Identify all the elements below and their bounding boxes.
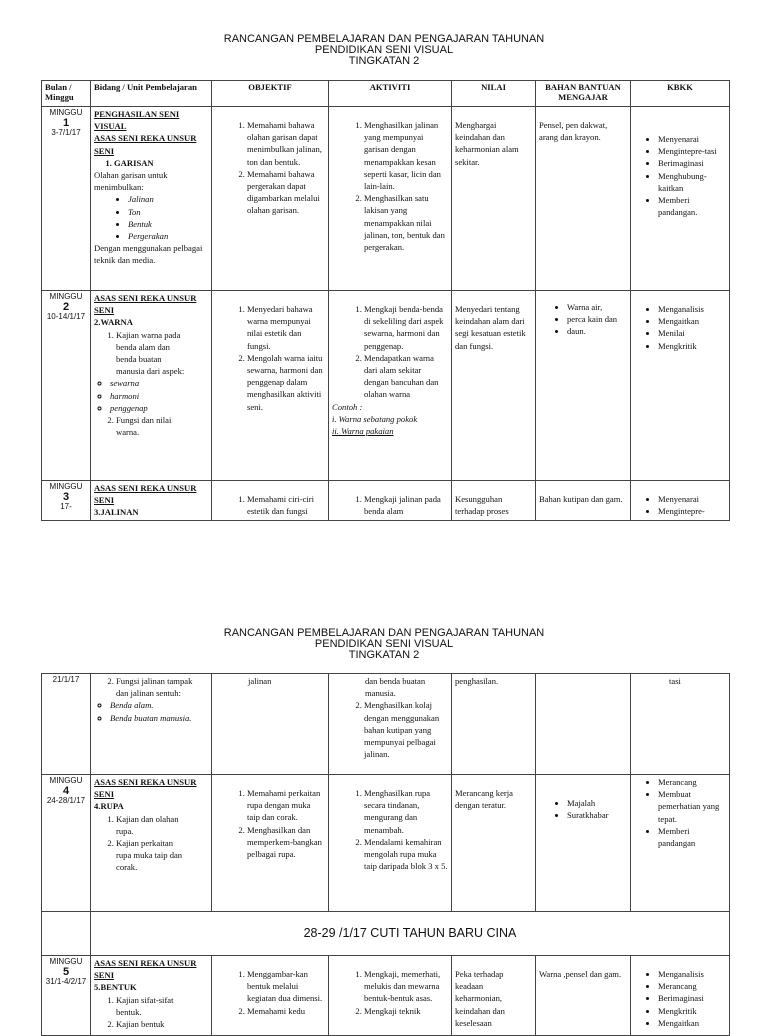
- week2-list: [94, 329, 208, 439]
- week3-cont-aktiviti: [329, 674, 452, 775]
- week1-cell: [42, 107, 91, 291]
- list-item: • Mengintepre-tasi: [658, 145, 726, 157]
- header-row: [42, 81, 730, 107]
- week4-cell: [42, 775, 91, 912]
- week2-objektif: [212, 291, 329, 481]
- list-item: 2. Menghasilkan kolaj dengan menggunakan bahan kutipan yang mempunyai pelbagai jalinan.: [364, 699, 448, 760]
- list-item: ◦ Benda alam.: [110, 699, 194, 711]
- list-item: • Merancang: [658, 980, 726, 992]
- week1-akt-list: [332, 119, 448, 253]
- week5-list: [94, 994, 208, 1031]
- week5-kbkk-list: [634, 968, 726, 1029]
- col-aktiviti: AKTIVITI: [329, 81, 452, 107]
- col-kbkk: KBKK: [631, 81, 730, 107]
- week3-bahan-text: Bahan kutipan dan gam.: [539, 494, 623, 504]
- week5-number: 5: [62, 966, 70, 978]
- page2-title-line3: TINGKATAN 2: [348, 649, 420, 661]
- week1-objektif: [212, 107, 329, 291]
- week2-bahan-list: [539, 301, 627, 338]
- list-item: ◦ Benda buatan manusia.: [110, 712, 194, 724]
- week4-akt-list: [332, 787, 448, 872]
- week5-obj-list: [215, 968, 325, 1017]
- list-item: 1. Memahami ciri-ciri estetik dan fungsi: [247, 493, 325, 517]
- week2-nilai: [452, 291, 536, 481]
- list-item: • Suratkhabar: [567, 809, 627, 821]
- page1-title-line1: RANCANGAN PEMBELAJARAN DAN PENGAJARAN TAHUNAN: [223, 33, 545, 45]
- week4-date: 24-28/1/17: [46, 796, 86, 805]
- week4-number: 4: [62, 785, 70, 797]
- week2-topic: 2.WARNA: [94, 317, 133, 328]
- week1-kbkk-list: [634, 133, 726, 218]
- list-item: 2. Fungsi dan nilai warna.: [116, 414, 208, 438]
- list-item: • Membuat pemerhatian yang tepat.: [658, 788, 726, 825]
- week4-bahan: [536, 775, 631, 912]
- week2-number: 2: [62, 301, 70, 313]
- week4-nilai-text: Merancang kerja dengan teratur.: [455, 788, 513, 811]
- week4-topic: 4.RUPA: [94, 801, 124, 812]
- list-item: • Mengkritik: [658, 1005, 726, 1017]
- week4-aktiviti: [329, 775, 452, 912]
- week2-contoh: Contoh :: [332, 401, 363, 412]
- list-item: 1. Memahami bahawa olahan garisan dapat menimbulkan jalinan, ton dan bentuk.: [247, 119, 325, 168]
- week4-minggu: MINGGU: [49, 776, 83, 785]
- week1-obj-list: [215, 119, 325, 217]
- list-item: 2. Memahami bahawa pergerakan dapat digambarkan melalui olahan garisan.: [247, 168, 325, 217]
- week3-cell: [42, 481, 91, 521]
- list-item: • Ton: [128, 206, 208, 218]
- list-item: • Mengaitkan: [658, 315, 726, 327]
- list-item: • Mengkritik: [658, 340, 726, 352]
- list-item: • perca kain dan: [567, 313, 627, 325]
- page2-title-line2: PENDIDIKAN SENI VISUAL: [314, 638, 454, 650]
- week1-aktiviti: [329, 107, 452, 291]
- table-row-week1: [42, 107, 730, 291]
- week2-akt-list: [332, 303, 448, 401]
- week3-topic: 3.JALINAN: [94, 507, 139, 518]
- week3-cont-obj: jalinan: [248, 676, 272, 686]
- list-item: 1. Mengkaji benda-benda di sekeliling dari aspek sewarna, harmoni dan penggenap.: [364, 303, 448, 352]
- week3-nilai-text: Kesungguhan terhadap proses: [455, 494, 509, 517]
- week3-cont-bahan: [536, 674, 631, 775]
- week2-kbkk: [631, 291, 730, 481]
- list-item: 1. Menghasilkan rupa secara tindanan, mengurang dan menambah.: [364, 787, 448, 836]
- list-item: • Menyenarai: [658, 493, 726, 505]
- table-row-week2: [42, 291, 730, 481]
- week1-bahan-text: Pensel, pen dakwat, arang dan krayon.: [539, 120, 608, 143]
- week3-aktiviti: [329, 481, 452, 521]
- list-item: 2. Menghasilkan satu lakisan yang menampakkan nilai jalinan, ton, bentuk dan pergerakan.: [364, 192, 448, 253]
- week3-kbkk: [631, 481, 730, 521]
- week2-minggu: MINGGU: [49, 292, 83, 301]
- week2-obj-list: [215, 303, 325, 413]
- week3-objektif: [212, 481, 329, 521]
- col-nilai: NILAI: [452, 81, 536, 107]
- list-item: • Menilai: [658, 327, 726, 339]
- list-item: • Merancang: [658, 776, 726, 788]
- list-item: • Menghubung-kaitkan: [658, 170, 726, 194]
- list-item: 2. Mengkaji teknik: [364, 1005, 448, 1017]
- col-bahan: BAHAN BANTUAN MENGAJAR: [536, 81, 631, 107]
- week2-contoh2: ii. Warna pakaian: [332, 426, 394, 437]
- week1-date: 3-7/1/17: [51, 128, 81, 137]
- list-item: 2. Mendalami kemahiran mengolah rupa muka taip daripada blok 3 x 5.: [364, 836, 448, 873]
- list-item: 2. Menghasilkan dan memperkem-bangkan pelbagai rupa.: [247, 824, 325, 861]
- week2-nilai-text: Menyedari tentang keindahan alam dari segi kesatuan estetik dan fungsi.: [455, 304, 526, 351]
- week3-cont-date: 21/1/17: [52, 675, 80, 684]
- list-item: • Memberi pandangan: [658, 825, 726, 849]
- week4-objektif: [212, 775, 329, 912]
- week3-cont-list: [94, 675, 208, 724]
- list-item: • Warna air,: [567, 301, 627, 313]
- week3-cont-kbkk-text: tasi: [669, 676, 681, 686]
- week5-date: 31/1-4/2/17: [45, 977, 87, 986]
- list-item: • Mengintepre-: [658, 505, 726, 517]
- week1-nilai-text: Menghargai keindahan dan keharmonian alam sekitar.: [455, 120, 519, 167]
- list-item: • Bentuk: [128, 218, 208, 230]
- week1-items: [94, 193, 208, 242]
- table-row-week3-cont: [42, 674, 730, 775]
- week1-intro: Olahan garisan untuk menimbulkan:: [94, 170, 168, 193]
- week3-nilai: [452, 481, 536, 521]
- week4-heading: ASAS SENI REKA UNSUR SENI: [94, 777, 197, 800]
- week4-obj-list: [215, 787, 325, 860]
- list-item: ◦ sewarna: [110, 377, 186, 389]
- week3-cont-objektif: [212, 674, 329, 775]
- week3-minggu: MINGGU: [49, 482, 83, 491]
- list-item: 1. Memahami perkaitan rupa dengan muka taip dan corak.: [247, 787, 325, 824]
- list-item: • Menyenarai: [658, 133, 726, 145]
- page2-table: [41, 673, 730, 1036]
- week3-akt-list: [332, 493, 448, 517]
- list-item: 1. Menyedari bahawa warna mempunyai nilai estetik dan fungsi.: [247, 303, 325, 352]
- list-item: 2. Kajian perkaitan rupa muka taip dan corak.: [116, 837, 208, 874]
- week5-heading: ASAS SENI REKA UNSUR SENI: [94, 958, 197, 981]
- week3-bahan: [536, 481, 631, 521]
- week2-bahan: [536, 291, 631, 481]
- list-item: [110, 329, 208, 414]
- list-item: 1. Menghasilkan jalinan yang mempunyai garisan dengan menampakkan kesan seperti kasar, licin dan lain-lain.: [364, 119, 448, 192]
- page1-table: [41, 80, 730, 521]
- week2-cell: [42, 291, 91, 481]
- list-item: 1. Kajian dan olahan rupa.: [116, 813, 208, 837]
- week1-kbkk: [631, 107, 730, 291]
- week3-cont-sub: [106, 699, 194, 723]
- list-item: • Berimaginasi: [658, 157, 726, 169]
- week3-cont-akt1: dan benda buatan manusia.: [365, 676, 426, 699]
- list-item: • Majalah: [567, 797, 627, 809]
- week3-bidang: [91, 481, 212, 521]
- week5-minggu: MINGGU: [49, 957, 83, 966]
- list-item: 2. Memahami kedu: [247, 1005, 325, 1017]
- table-row-week3: [42, 481, 730, 521]
- list-item: [110, 675, 208, 724]
- table-row-week4: [42, 775, 730, 912]
- week3-obj-list: [215, 493, 325, 517]
- list-item: • Menganalisis: [658, 303, 726, 315]
- list-item: • Pergerakan: [128, 230, 208, 242]
- week5-nilai-text: Peka terhadap keadaan keharmonian, keindahan dan keselesaan: [455, 969, 505, 1028]
- week3-cont-kbkk: [631, 674, 730, 775]
- week4-bahan-list: [539, 797, 627, 821]
- week1-topic-list: [94, 157, 208, 169]
- week5-akt-list: [332, 968, 448, 1017]
- week4-kbkk: [631, 775, 730, 912]
- week3-date: 17-: [60, 502, 72, 511]
- week2-aktiviti: [329, 291, 452, 481]
- cuti-label: 28-29 /1/17 CUTI TAHUN BARU CINA: [91, 912, 730, 956]
- week2-bidang: [91, 291, 212, 481]
- week2-list1: Kajian warna pada benda alam dan benda buatan manusia dari aspek:: [116, 329, 185, 377]
- col-bidang-unit: Bidang / Unit Pembelajaran: [91, 81, 212, 107]
- list-item: • daun.: [567, 325, 627, 337]
- table-row-cuti: [42, 912, 730, 956]
- week3-number: 3: [62, 491, 70, 503]
- list-item: • Mengaitkan: [658, 1017, 726, 1029]
- week3-cont-akt-list: [332, 699, 448, 760]
- week1-topic: 1. GARISAN: [114, 157, 208, 169]
- week3-cont-list-text: Fungsi jalinan tampak dan jalinan sentuh:: [116, 676, 193, 699]
- week3-heading: ASAS SENI REKA UNSUR SENI: [94, 483, 197, 506]
- week1-heading1: PENGHASILAN SENI VISUAL: [94, 109, 180, 132]
- week4-kbkk-list: [634, 776, 726, 849]
- page1-title-line3: TINGKATAN 2: [348, 55, 420, 67]
- week3-cont-nilai-text: penghasilan.: [455, 676, 499, 686]
- list-item: 2. Mengolah warna iaitu sewarna, harmoni dan penggenap dalam menghasilkan aktiviti seni.: [247, 352, 325, 413]
- week4-bidang: [91, 775, 212, 912]
- list-item: 2. Mendapatkan warna dari alam sekitar dengan bancuhan dan olahan warna: [364, 352, 448, 401]
- week1-number: 1: [62, 117, 70, 129]
- week3-kbkk-list: [634, 493, 726, 517]
- list-item: ◦ harmoni: [110, 390, 186, 402]
- list-item: 1. Kajian sifat-sifat bentuk.: [116, 994, 208, 1018]
- week2-sub: [106, 377, 186, 414]
- list-item: 2. Kajian bentuk: [116, 1018, 208, 1030]
- list-item: • Berimaginasi: [658, 992, 726, 1004]
- list-item: • Jalinan: [128, 193, 208, 205]
- list-item: • Menganalisis: [658, 968, 726, 980]
- week4-nilai: [452, 775, 536, 912]
- list-item: 1. Mengkaji, memerhati, melukis dan mewarna bentuk-bentuk asas.: [364, 968, 448, 1005]
- week4-list: [94, 813, 208, 874]
- list-item: • Memberi pandangan.: [658, 194, 726, 218]
- week1-heading2: ASAS SENI REKA UNSUR SENI: [94, 133, 197, 156]
- week2-date: 10-14/1/17: [46, 312, 86, 321]
- week2-contoh1: i. Warna sebatang pokok: [332, 413, 418, 424]
- week1-nilai: [452, 107, 536, 291]
- week1-minggu: MINGGU: [49, 108, 83, 117]
- week1-bahan: [536, 107, 631, 291]
- col-bulan-minggu: Bulan / Minggu: [42, 81, 91, 107]
- week5-topic: 5.BENTUK: [94, 982, 137, 993]
- week2-heading: ASAS SENI REKA UNSUR SENI: [94, 293, 197, 316]
- week5-bahan-text: Warna ,pensel dan gam.: [539, 969, 622, 979]
- week2-kbkk-list: [634, 303, 726, 352]
- week1-bidang: [91, 107, 212, 291]
- list-item: 1. Mengkaji jalinan pada benda alam: [364, 493, 448, 517]
- week1-outro: Dengan menggunakan pelbagai teknik dan media.: [94, 243, 203, 266]
- list-item: ◦ penggenap: [110, 402, 186, 414]
- col-objektif: OBJEKTIF: [212, 81, 329, 107]
- cuti-left-cell: [42, 912, 91, 956]
- week3-cont-nilai: [452, 674, 536, 775]
- week3-cont-cell: [42, 674, 91, 775]
- page2-title-line1: RANCANGAN PEMBELAJARAN DAN PENGAJARAN TAHUNAN: [223, 627, 545, 639]
- page1-title-line2: PENDIDIKAN SENI VISUAL: [314, 44, 454, 56]
- week3-cont-bidang: [91, 674, 212, 775]
- list-item: 1. Menggambar-kan bentuk melalui kegiatan dua dimensi.: [247, 968, 325, 1005]
